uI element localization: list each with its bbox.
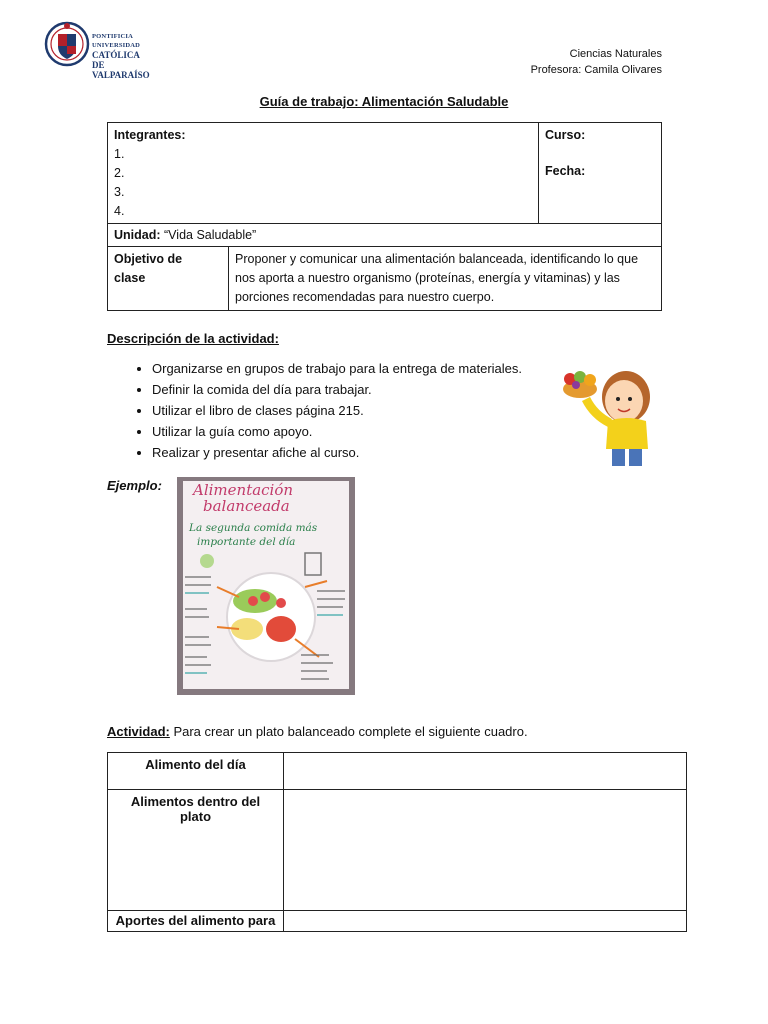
course-date-cell	[539, 123, 662, 224]
steps-list	[130, 358, 522, 463]
date-label: Fecha:	[545, 164, 586, 178]
plate-foods-field[interactable]	[284, 790, 687, 911]
unit-label: Unidad:	[114, 228, 161, 242]
member-line-3: 3.	[114, 185, 125, 199]
list-item: • Definir la comida del día para trabajar.	[152, 379, 522, 400]
logo-line-1: PONTIFICIA	[92, 33, 134, 40]
balanced-plate-table	[107, 752, 687, 932]
poster-title-1: Alimentación	[193, 481, 294, 499]
list-item: • Utilizar la guía como apoyo.	[152, 421, 522, 442]
list-item: • Organizarse en grupos de trabajo para la entrega de materiales.	[152, 358, 522, 379]
food-contributions-label: Aportes del alimento para	[108, 911, 284, 932]
daily-food-label: Alimento del día	[108, 753, 284, 790]
child-holding-fruit-illustration	[560, 357, 660, 469]
page-title: Guía de trabajo: Alimentación Saludable	[259, 94, 509, 109]
logo-line-4: VALPARAÍSO	[92, 70, 150, 80]
subject-label: Ciencias Naturales	[569, 48, 662, 60]
example-label: Ejemplo:	[107, 478, 162, 493]
university-logo	[44, 18, 154, 80]
activity-text: Para crear un plato balanceado complete el siguiente cuadro.	[169, 724, 528, 739]
member-line-2: 2.	[114, 166, 125, 180]
members-cell	[108, 123, 539, 224]
unit-value: “Vida Saludable”	[164, 228, 257, 242]
poster-title-2: balanceada	[203, 497, 290, 515]
member-line-4: 4.	[114, 204, 125, 218]
objective-text: Proponer y comunicar una alimentación balanceada, identificando lo que nos aporta a nuestro organismo (proteínas, energía y vitaminas) y las porciones recomendadas para nuestro cuerpo.	[235, 252, 639, 304]
food-contributions-field[interactable]	[284, 911, 687, 932]
document-header	[531, 46, 662, 78]
activity-label: Actividad:	[107, 724, 170, 739]
logo-line-3: CATÓLICA DE	[92, 50, 140, 70]
objective-label-cell: Objetivo de clase	[108, 247, 229, 310]
teacher-label: Profesora: Camila Olivares	[530, 64, 662, 76]
student-info-table	[107, 122, 662, 311]
member-line-1: 1.	[114, 147, 125, 161]
activity-instruction	[107, 724, 528, 739]
members-label: Integrantes:	[114, 128, 186, 142]
university-seal-icon	[44, 18, 90, 70]
list-item: • Realizar y presentar afiche al curso.	[152, 442, 522, 463]
plate-foods-label: Alimentos dentro del plato	[108, 790, 284, 911]
example-poster-photo	[177, 477, 355, 695]
course-label: Curso:	[545, 128, 586, 142]
unit-cell	[108, 224, 662, 247]
activity-description-heading: Descripción de la actividad:	[107, 331, 279, 346]
poster-subtitle-1: La segunda comida más	[189, 522, 318, 534]
logo-line-2: UNIVERSIDAD	[92, 42, 141, 49]
list-item: • Utilizar el libro de clases página 215.	[152, 400, 522, 421]
daily-food-field[interactable]	[284, 753, 687, 790]
poster-subtitle-2: importante del día	[197, 536, 296, 548]
